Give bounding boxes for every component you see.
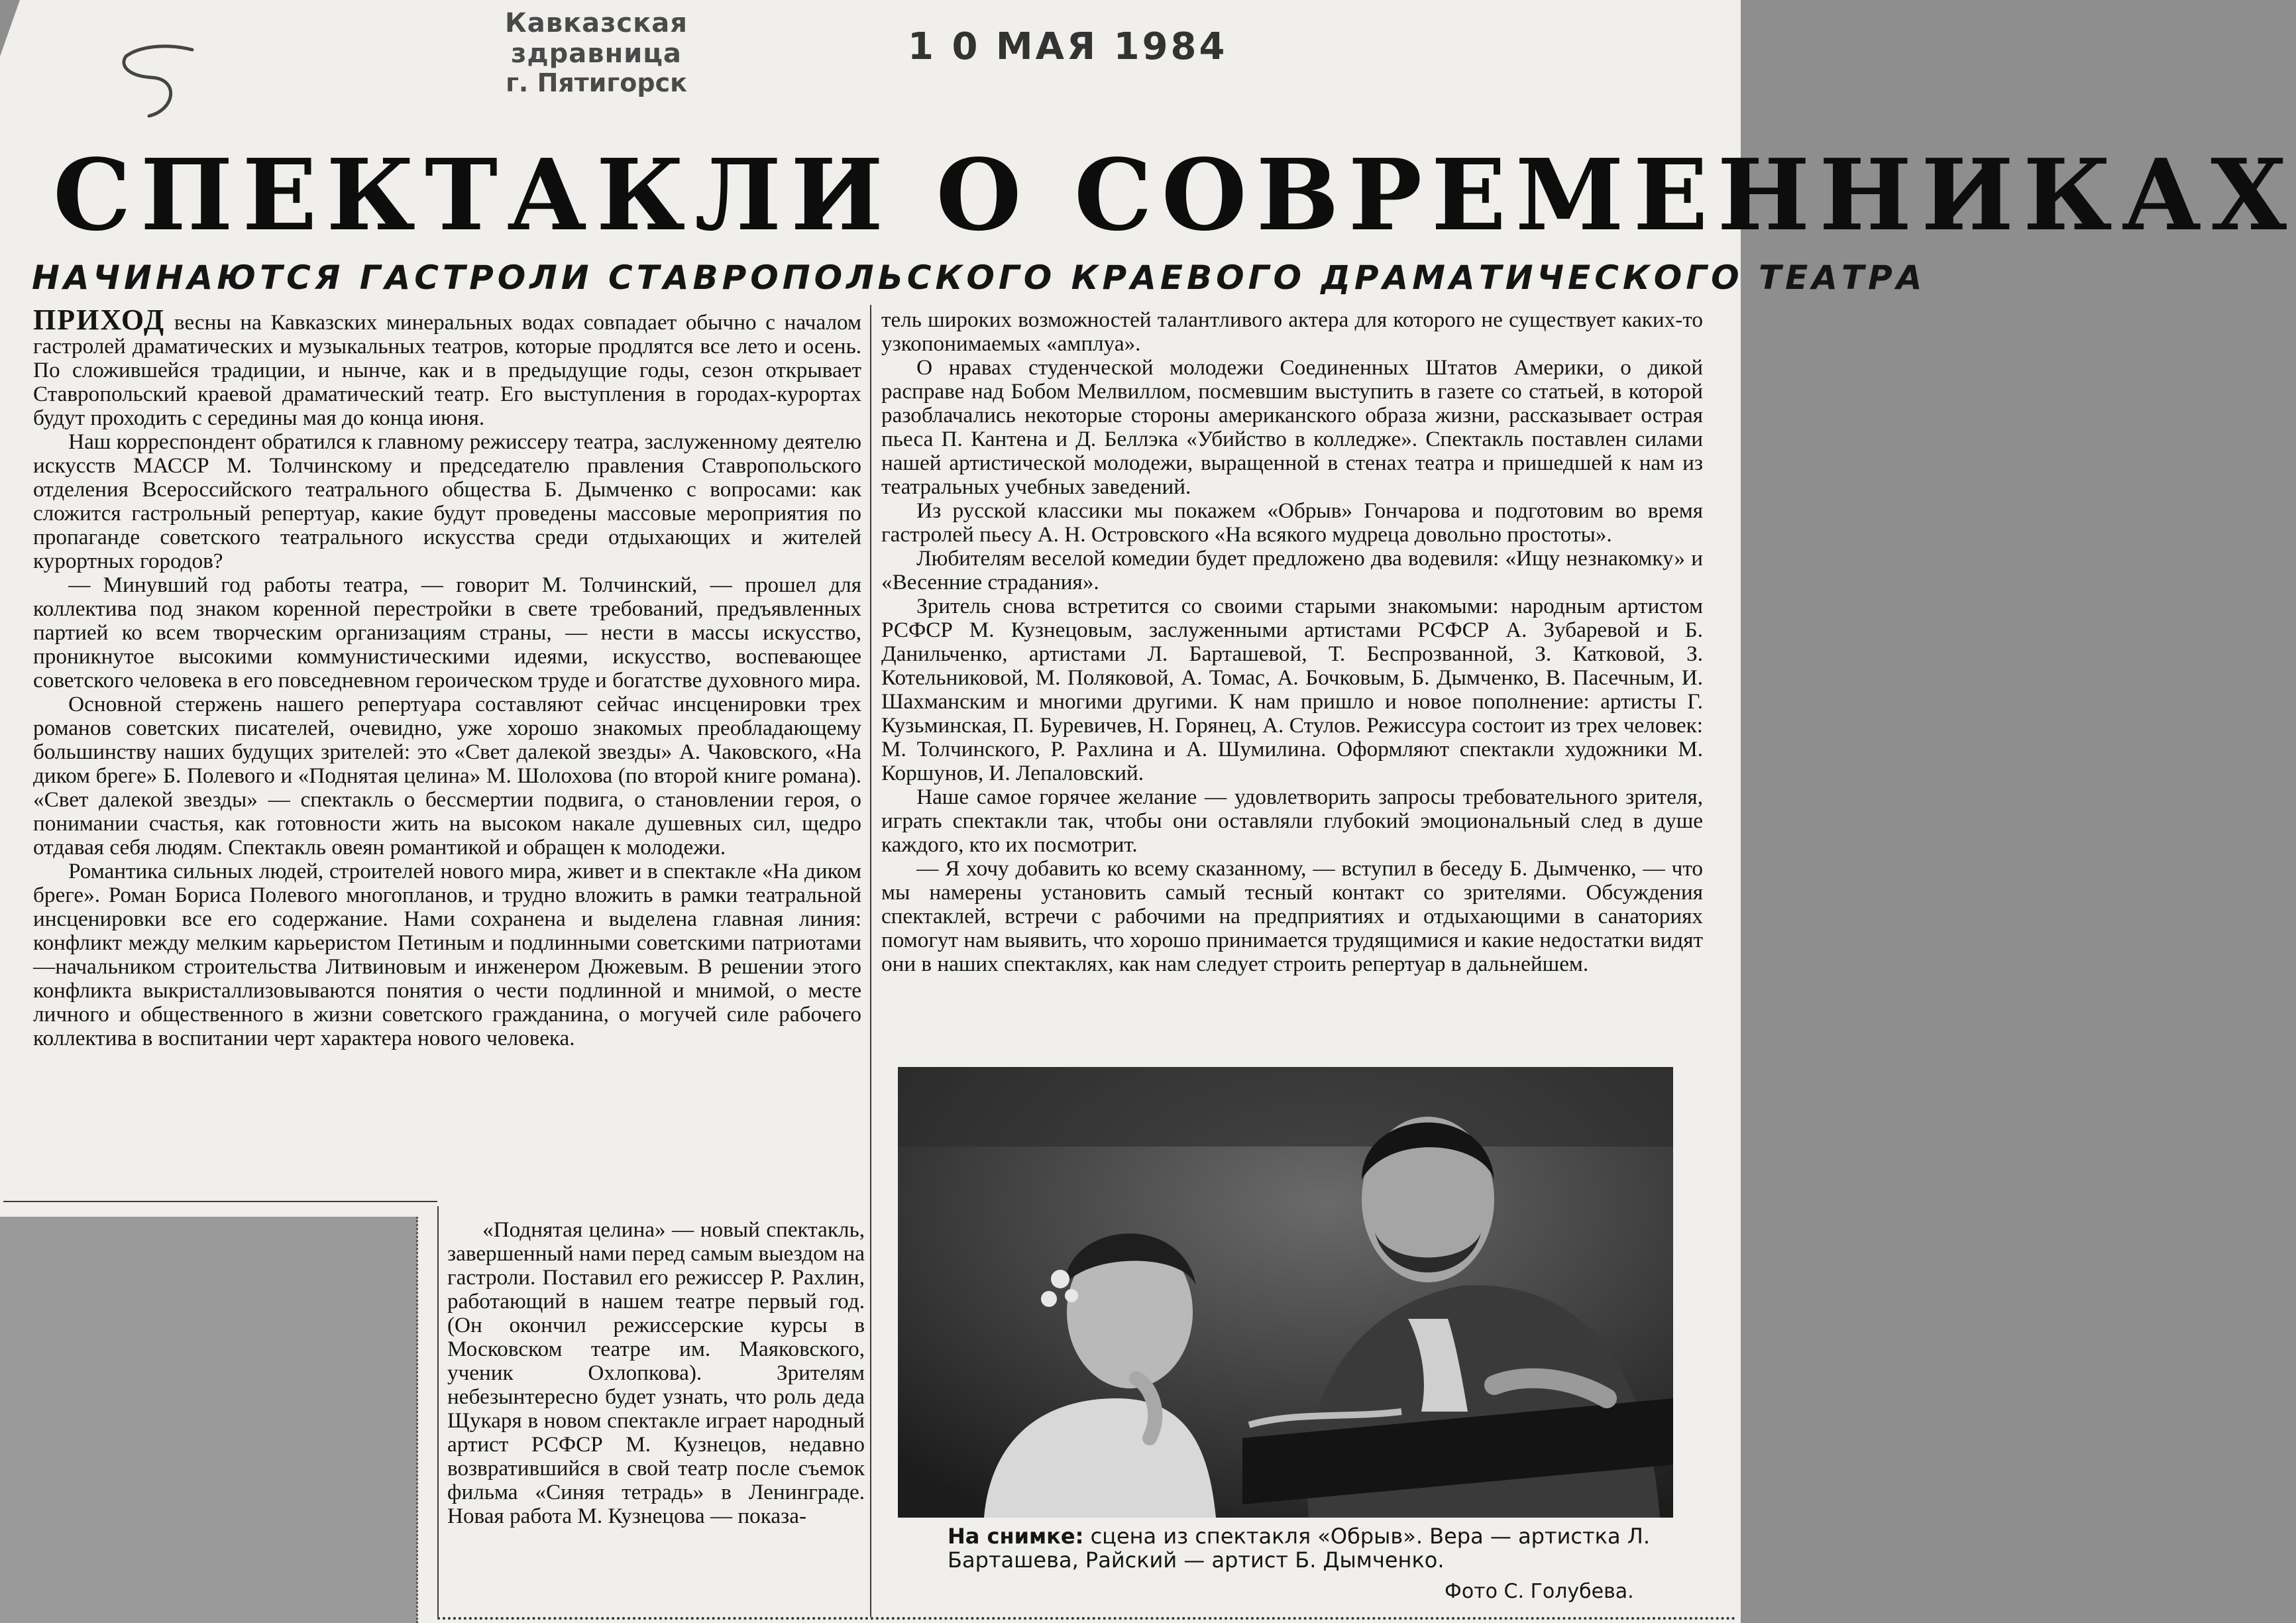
newspaper-stamp [437, 8, 755, 98]
photo-credit: Фото С. Голубева. [1445, 1580, 1634, 1603]
article-paragraph: Наше самое горячее желание — удовлетворить запросы требовательного зрителя, играть спектакли так, чтобы они оставляли глубокий эмоциональный след в душе каждого, кто их посмотрит. [881, 785, 1703, 857]
article-paragraph: Романтика сильных людей, строителей нового мира, живет и в спектакле «На диком бреге». Роман Бориса Полевого многопланов, и трудно вложить в рамки театральной инсценировки все его содержание. Нами сохранена и выделена главная линия: конфликт между мелким карьеристом Петиным и подлинными советскими патриотами —начальником строительства Литвиновым и инженером Дюжевым. В решении этого конфликта выкристаллизовываются понятия о чести подлинной и мнимой, о месте личного и общественного в жизни советского гражданина, о могучей силе рабочего коллектива в воспитании черт характера нового человека. [33, 859, 861, 1050]
column-divider [437, 1206, 439, 1617]
column-divider [870, 305, 871, 1617]
cut-edge [437, 1617, 1736, 1620]
article-paragraph: ПРИХОД весны на Кавказских минеральных водах совпадает обычно с началом гастролей драматических и музыкальных театров, которые продлятся все лето и осень. По сложившейся традиции, и нынче, как и в предыдущие годы, сезон открывает Ставропольский краевой драматический театр. Его выступления в городах-курортах будут проходить с середины мая до конца июня. [33, 304, 862, 430]
article-column-1-continued [447, 1218, 865, 1616]
article-paragraph: Зритель снова встретится со своими старыми знакомыми: народным артистом РСФСР М. Кузнецовым, заслуженными артистами РСФСР А. Зубаревой и Б. Данильченко, артистами Л. Барташевой, Т. Беспрозванной, З. Катковой, З. Котельниковой, М. Поляковой, А. Томас, А. Бочковым, Б. Дымченко, В. Пасечным, И. Шахманским и многими другими. К нам пришло и новое пополнение: артисты Г. Кузьминская, П. Буревичев, Н. Горянец, А. Стулов. Режиссура состоит из трех человек: М. Толчинского, Р. Рахлина и А. Шумилина. Оформляют спектакли художники М. Коршунов, И. Лепаловский. [881, 594, 1703, 785]
scene-photo [898, 1067, 1673, 1518]
cut-out-area [0, 1217, 417, 1623]
article-paragraph: Из русской классики мы покажем «Обрыв» Гончарова и подготовим во время гастролей пьесу А. Н. Островского «На всякого мудреца довольно простоты». [881, 498, 1703, 547]
article-paragraph: — Я хочу добавить ко всему сказанному, — вступил в беседу Б. Дымченко, — что мы намерены установить самый тесный контакт со зрителями. Обсуждения спектаклей, встречи с рабочими на предприятиях и отдыхающими в санаториях помогут нам выявить, что хорошо принимается трудящимися и какие недостатки видят они в наших спектаклях, как нам следует строить репертуар в дальнейшем. [881, 856, 1703, 976]
subheadline: НАЧИНАЮТСЯ ГАСТРОЛИ СТАВРОПОЛЬСКОГО КРАЕВОГО ДРАМАТИЧЕСКОГО ТЕАТРА [32, 258, 1926, 297]
article-paragraph: О нравах студенческой молодежи Соединенных Штатов Америки, о дикой расправе над Бобом Мелвиллом, посмевшим выступить в газете со статьей, в которой разоблачались некоторые стороны американского образа жизни, рассказывает острая пьеса П. Кантена и Д. Беллэка «Убийство в колледже». Спектакль поставлен силами нашей артистической молодежи, выращенной в стенах театра и пришедшей к нам из театральных учебных заведений. [881, 355, 1703, 499]
stamp-city: г. Пятигорск [506, 68, 687, 97]
headline: СПЕКТАКЛИ О СОВРЕМЕННИКАХ [53, 137, 2296, 252]
article-paragraph: «Поднятая целина» — новый спектакль, завершенный нами перед самым выездом на гастроли. Поставил его режиссер Р. Рахлин, работающий в нашем театре первый год. (Он окончил режиссерские курсы в Московском театре им. Маяковского, ученик Охлопкова). Зрителям небезынтересно будет узнать, что роль деда Щукаря в новом спектакле играет народный артист РСФСР М. Кузнецов, недавно возвратившийся в свой театр после съемок фильма «Синяя тетрадь» в Ленинграде. Новая работа М. Кузнецова — показа- [447, 1217, 865, 1528]
photo-illustration [898, 1067, 1673, 1518]
torn-corner [0, 0, 20, 56]
article-paragraph: — Минувший год работы театра, — говорит М. Толчинский, — прошел для коллектива под знаком коренной перестройки в свете требований, предъявленных партией ко всем творческим организациям страны, — нести в массы искусство, проникнутое высокими коммунистическими идеями, искусство, воспевающее советского человека в его повседневном героическом труде и богатстве духовного мира. [33, 573, 861, 693]
caption-label: На снимке: [948, 1524, 1084, 1549]
photo-caption [948, 1524, 1696, 1572]
caption-text: сцена из спектакля «Обрыв». Вера — артистка Л. Барташева, Райский — артист Б. Дымченко. [948, 1524, 1650, 1573]
article-paragraph: Любителям веселой комедии будет предложено два водевиля: «Ищу незнакомку» и «Весенние страдания». [881, 546, 1703, 594]
article-paragraph: Наш корреспондент обратился к главному режиссеру театра, заслуженному деятелю искусств МАССР М. Толчинскому и председателю правления Ставропольского отделения Всероссийского театрального общества Б. Дымченко с вопросами: как сложится гастрольный репертуар, какие будут проведены массовые мероприятия по пропаганде советского театрального искусства среди отдыхающих и жителей курортных городов? [33, 429, 861, 573]
cut-edge [416, 1217, 422, 1623]
article-column-1 [33, 304, 862, 1203]
handwritten-mark-icon [113, 36, 205, 129]
stamp-date: 1 0 МАЯ 1984 [908, 25, 1228, 68]
article-column-2 [881, 308, 1703, 1060]
dropcap: ПРИХОД [33, 304, 166, 336]
article-paragraph: Основной стержень нашего репертуара составляют сейчас инсценировки трех романов советских писателей, очевидно, уже хорошо знакомых преобладающему большинству наших будущих зрителей: это «Свет далекой звезды» А. Чаковского, «На диком бреге» Б. Полевого и «Поднятая целина» М. Шолохова (по второй книге романа). «Свет далекой звезды» — спектакль о бессмертии подвига, о становлении героя, о понимании счастья, как готовности жить на высоком накале душевных сил, щедро отдавая себя людям. Спектакль овеян романтикой и обращен к молодежи. [33, 692, 861, 860]
article-paragraph: тель широких возможностей талантливого актера для которого не существует каких-то узкопонимаемых «амплуа». [881, 308, 1703, 356]
stamp-newspaper: Кавказская здравница [505, 8, 688, 69]
